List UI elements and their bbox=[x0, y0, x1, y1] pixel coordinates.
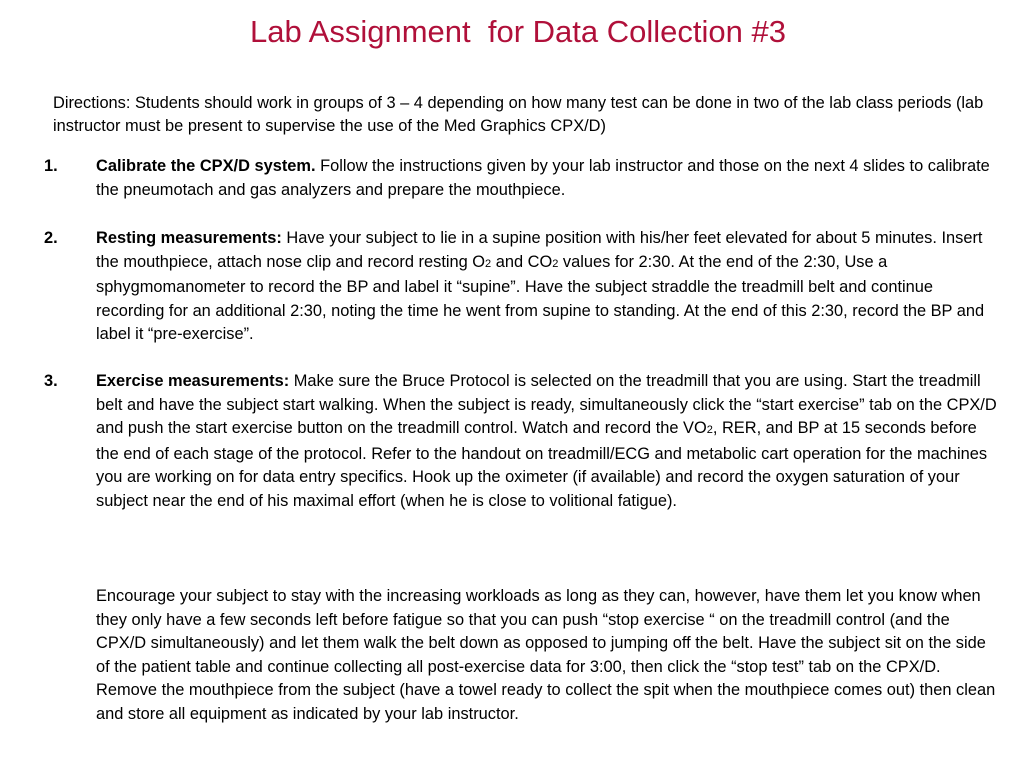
directions-text: Directions: Students should work in groups of 3 – 4 depending on how many test can be done in two of the lab class periods (lab instructor must be present to supervise the use of the Med Graphics CPX/D) bbox=[53, 94, 984, 135]
list-item-text: Have your subject to lie in a supine position with his/her feet elevated for about 5 minutes. Insert the mouthpiece, attach nose clip and record resting O bbox=[96, 229, 983, 271]
list-item-heading: Calibrate the CPX/D system. bbox=[96, 157, 316, 175]
slide-title: Lab Assignment for Data Collection #3 bbox=[250, 14, 786, 49]
list-item-text: , RER, and BP at 15 seconds before the end of each stage of the protocol. Refer to the handout on treadmill/ECG and metabolic cart operation for the machines you are working on for data entry specifics. Hook up the oximeter (if available) and record the oxygen saturation of your subject near the end of his maximal effort (when he is close to volitional fatigue). bbox=[96, 419, 988, 510]
subscript: 2 bbox=[706, 424, 713, 436]
exercise-paragraph-2: Encourage your subject to stay with the increasing workloads as long as they can, however, have them let you know when they only have a few seconds left before fatigue so that you can push “stop exercise “ on the treadmill control (and the CPX/D simultaneously) and let them walk the belt down as opposed to jumping off the belt. Have the subject sit on the side of the patient table and continue collecting all post-exercise data for 3:00, then click the “stop test” tab on the CPX/D. Remove the mouthpiece from the subject (have a towel ready to collect the spit when the mouthpiece comes out) then clean and store all equipment as indicated by your lab instructor. bbox=[96, 587, 996, 723]
list-item-text: values for 2:30. At the end of the 2:30, Use a sphygmomanometer to record the BP and label it “supine”. Have the subject straddle the treadmill belt and continue recording for an additional 2:30, noting the time he went from supine to standing. At the end of this 2:30, record the BP and label it “pre-exercise”. bbox=[96, 252, 985, 343]
list-item-text: Make sure the Bruce Protocol is selected on the treadmill that you are using. Start the treadmill belt and have the subject start walking. When the subject is ready, simultaneously click the “start exercise” tab on the CPX/D and push the start exercise button on the treadmill control. Watch and record the VO bbox=[96, 372, 997, 437]
list-item-text: and CO bbox=[491, 252, 553, 271]
list-item-body bbox=[96, 370, 1001, 513]
list-item-heading: Resting measurements: bbox=[96, 229, 282, 247]
list-item-body bbox=[96, 227, 1001, 347]
list-item-text: Follow the instructions given by your lab instructor and those on the next 4 slides to calibrate the pneumotach and gas analyzers and prepare the mouthpiece. bbox=[96, 157, 990, 199]
subscript: 2 bbox=[485, 257, 492, 270]
list-item-number: 2. bbox=[44, 229, 58, 247]
list-item-number: 3. bbox=[44, 372, 58, 390]
subscript: 2 bbox=[552, 257, 559, 270]
list-item-body bbox=[96, 155, 1001, 202]
list-item-number: 1. bbox=[44, 157, 58, 175]
list-item-heading: Exercise measurements: bbox=[96, 372, 290, 390]
